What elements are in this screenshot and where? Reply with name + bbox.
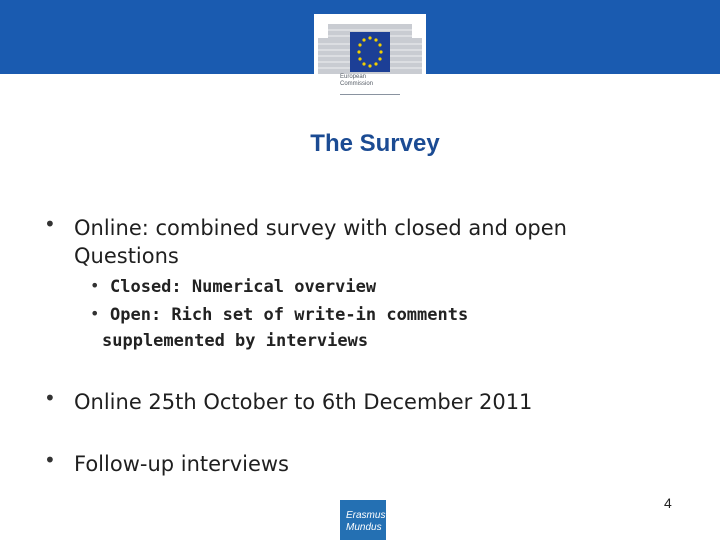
european-commission-label (340, 74, 373, 88)
commission-building-icon (314, 14, 426, 74)
logo-line-1: European (340, 74, 367, 80)
logo-line-2: Commission (340, 81, 374, 87)
bullet-dot: • (44, 212, 56, 236)
subbullet-dot: • (90, 304, 100, 323)
subbullet-dot: • (90, 276, 100, 295)
bullet-dot: • (44, 448, 56, 472)
erasmus-logo-line-2: Mundus (346, 522, 382, 533)
bullet-3-text: Follow-up interviews (74, 452, 289, 476)
page-number: 4 (664, 495, 672, 511)
subbullet-closed: Closed: Numerical overview (110, 277, 377, 297)
bullet-1-text (74, 214, 567, 270)
erasmus-mundus-logo (340, 500, 386, 540)
european-commission-logo (314, 14, 426, 100)
erasmus-logo-line-1: Erasmus (346, 510, 386, 521)
bullet-dot: • (44, 386, 56, 410)
subbullet-open-continuation: supplemented by interviews (102, 331, 369, 351)
bullet-1-line-2: Questions (74, 244, 179, 268)
logo-underline (340, 94, 400, 95)
subbullet-open: Open: Rich set of write-in comments (110, 305, 469, 325)
bullet-1-line-1: Online: combined survey with closed and open (74, 216, 567, 240)
bullet-2-text: Online 25th October to 6th December 2011 (74, 390, 533, 414)
slide-title: The Survey (310, 130, 440, 157)
